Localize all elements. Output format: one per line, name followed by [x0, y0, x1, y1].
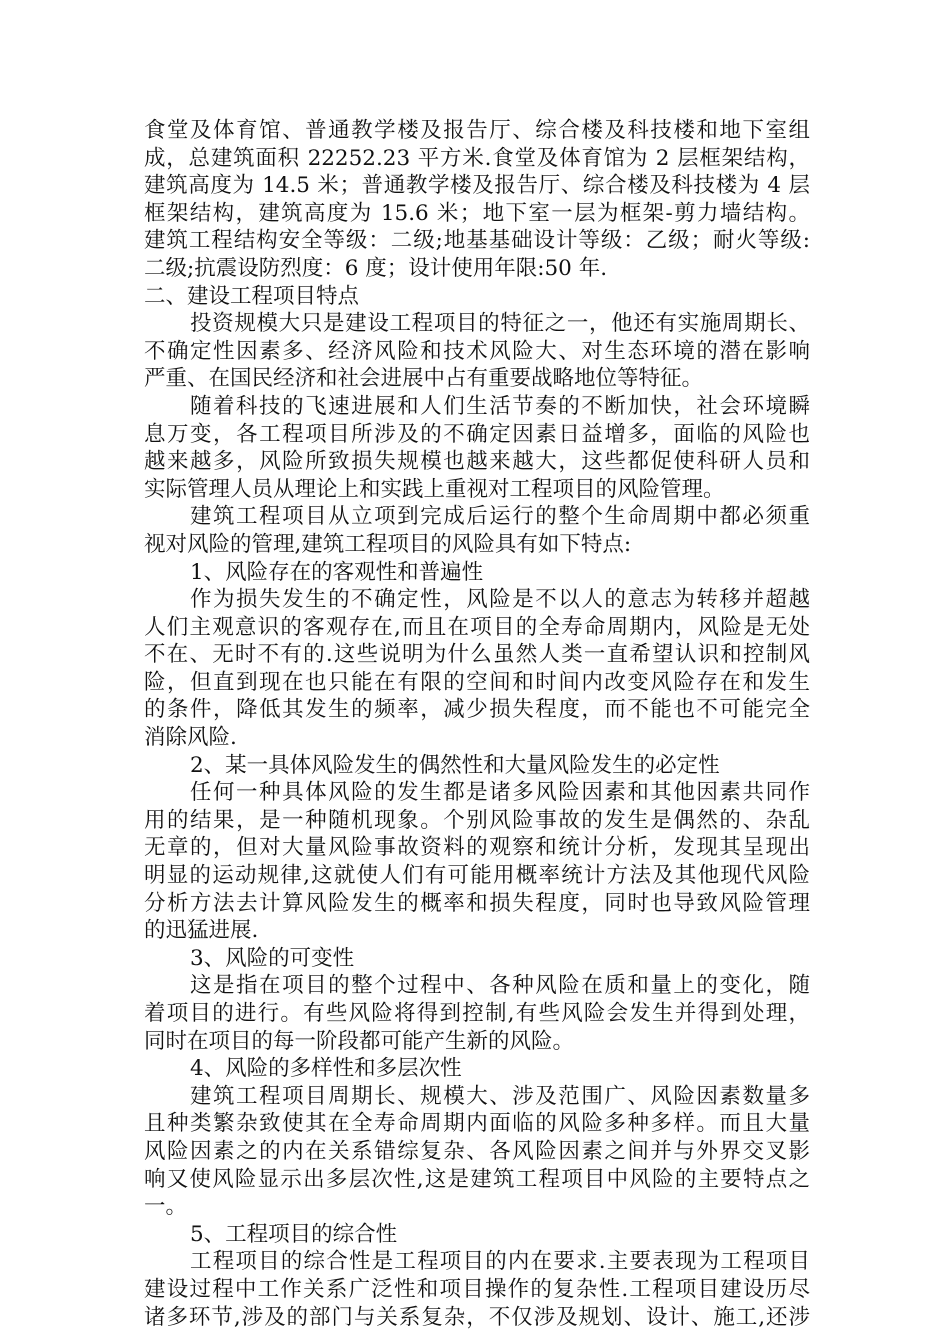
- text-line: 1、风险存在的客观性和普遍性: [190, 559, 484, 585]
- text-line: 成，总建筑面积 22252.23 平方米.食堂及体育馆为 2 层框架结构，: [144, 145, 810, 171]
- text-line: 4、风险的多样性和多层次性: [190, 1056, 462, 1082]
- text-line: 建筑工程项目从立项到完成后运行的整个生命周期中都必须重: [190, 504, 810, 530]
- document-body: [144, 117, 810, 1331]
- text-line: 人们主观意识的客观存在,而且在项目的全寿命周期内，风险是无处: [144, 614, 810, 640]
- text-line: 视对风险的管理,建筑工程项目的风险具有如下特点:: [144, 531, 632, 557]
- text-line: 的迅猛进展.: [144, 918, 259, 944]
- text-line: 分析方法去计算风险发生的概率和损失程度，同时也导致风险管理: [144, 890, 810, 916]
- text-line: 5、工程项目的综合性: [190, 1221, 398, 1247]
- text-line: 越来越多，风险所致损失规模也越来越大，这些都促使科研人员和: [144, 449, 810, 475]
- text-line: 实际管理人员从理论上和实践上重视对工程项目的风险管理。: [144, 476, 725, 502]
- text-line: 建筑高度为 14.5 米；普通教学楼及报告厅、综合楼及科技楼为 4 层: [144, 173, 810, 199]
- text-line: 险，但直到现在也只能在有限的空间和时间内改变风险存在和发生: [144, 669, 810, 695]
- text-line: 投资规模大只是建设工程项目的特征之一，他还有实施周期长、: [190, 311, 810, 337]
- text-line: 3、风险的可变性: [190, 945, 355, 971]
- text-line: 严重、在国民经济和社会进展中占有重要战略地位等特征。: [144, 366, 704, 392]
- text-line: 工程项目的综合性是工程项目的内在要求.主要表现为工程项目: [190, 1249, 810, 1275]
- text-line: 不在、无时不有的.这些说明为什么虽然人类一直希望认识和控制风: [144, 642, 810, 668]
- text-line: 框架结构，建筑高度为 15.6 米；地下室一层为框架-剪力墙结构。: [144, 200, 810, 226]
- text-line: 作为损失发生的不确定性，风险是不以人的意志为转移并超越: [190, 587, 810, 613]
- text-line: 这是指在项目的整个过程中、各种风险在质和量上的变化，随: [190, 973, 810, 999]
- text-line: 用的结果，是一种随机现象。个别风险事故的发生是偶然的、杂乱: [144, 807, 810, 833]
- text-line: 风险因素之的内在关系错综复杂、各风险因素之间并与外界交叉影: [144, 1138, 810, 1164]
- text-line: 明显的运动规律,这就使人们有可能用概率统计方法及其他现代风险: [144, 863, 810, 889]
- text-line: 消除风险.: [144, 725, 237, 751]
- text-line: 同时在项目的每一阶段都可能产生新的风险。: [144, 1028, 575, 1054]
- text-line: 建设过程中工作关系广泛性和项目操作的复杂性.工程项目建设历尽: [144, 1276, 810, 1302]
- text-line: 息万变，各工程项目所涉及的不确定因素日益增多，面临的风险也: [144, 421, 810, 447]
- text-line: 的条件，降低其发生的频率，减少损失程度，而不能也不可能完全: [144, 697, 810, 723]
- text-line: 随着科技的飞速进展和人们生活节奏的不断加快，社会环境瞬: [190, 393, 810, 419]
- text-line: 建筑工程项目周期长、规模大、涉及范围广、风险因素数量多: [190, 1083, 810, 1109]
- text-line: 建筑工程结构安全等级：二级;地基基础设计等级：乙级；耐火等级:: [144, 228, 810, 254]
- text-line: 响又使风险显示出多层次性,这是建筑工程项目中风险的主要特点之: [144, 1166, 810, 1192]
- text-line: 无章的，但对大量风险事故资料的观察和统计分析，发现其呈现出: [144, 835, 810, 861]
- text-line: 食堂及体育馆、普通教学楼及报告厅、综合楼及科技楼和地下室组: [144, 118, 810, 143]
- text-line: 二、建设工程项目特点: [144, 283, 360, 309]
- text-line: 2、某一具体风险发生的偶然性和大量风险发生的必定性: [190, 752, 720, 778]
- text-line: 一。: [144, 1194, 188, 1220]
- text-line: 着项目的进行。有些风险将得到控制,有些风险会发生并得到处理，: [144, 1001, 810, 1026]
- text-line: 且种类繁杂致使其在全寿命周期内面临的风险多种多样。而且大量: [144, 1111, 810, 1137]
- text-line: 不确定性因素多、经济风险和技术风险大、对生态环境的潜在影响: [144, 338, 810, 364]
- text-line: 诸多环节,涉及的部门与关系复杂，不仅涉及规划、设计、施工,还涉: [144, 1304, 810, 1330]
- text-line: 二级;抗震设防烈度：6 度；设计使用年限:50 年.: [144, 255, 608, 281]
- text-line: 任何一种具体风险的发生都是诸多风险因素和其他因素共同作: [190, 780, 810, 806]
